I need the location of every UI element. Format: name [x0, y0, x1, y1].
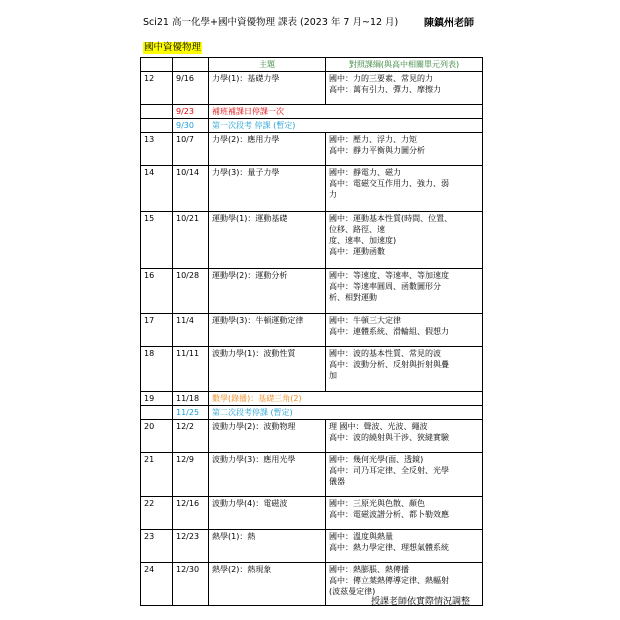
- syllabus-line: 高中：司乃耳定律、全反射、光學: [329, 466, 449, 475]
- lesson-number: 22: [141, 497, 173, 530]
- syllabus-line: 高中：傳立葉熱傳導定律、熱輻射: [329, 576, 449, 585]
- syllabus-cell: [326, 314, 483, 347]
- lesson-topic: 力學(3)：量子力學: [209, 166, 326, 212]
- syllabus-line: 高中：電磁交互作用力、強力、弱: [329, 179, 449, 188]
- lesson-number: 12: [141, 72, 173, 105]
- lesson-number: 13: [141, 133, 173, 166]
- table-row: [141, 269, 483, 314]
- syllabus-line: 高中：熱力學定律、理想氣體系統: [329, 543, 449, 552]
- syllabus-line: 國中：牛頓三大定律: [329, 316, 401, 325]
- syllabus-line: 高中：靜力平衡與力圖分析: [329, 146, 425, 155]
- lesson-date: 11/25: [173, 406, 209, 420]
- lesson-topic: 波動力學(4)：電磁波: [209, 497, 326, 530]
- header-date: [173, 58, 209, 72]
- syllabus-line: (波茲曼定律): [329, 587, 376, 596]
- syllabus-line: 國中：等速度、等速率、等加速度: [329, 271, 449, 280]
- table-row: [141, 530, 483, 563]
- syllabus-line: 國中：力的三要素、常見的力: [329, 74, 433, 83]
- syllabus-line: 儀器: [329, 477, 345, 486]
- syllabus-line: 高中：電磁波譜分析、都卜勒效應: [329, 510, 449, 519]
- lesson-number: 24: [141, 563, 173, 606]
- header-topic: 主題: [209, 58, 326, 72]
- lesson-topic: 運動學(2)：運動分析: [209, 269, 326, 314]
- lesson-topic: 力學(1)：基礎力學: [209, 72, 326, 105]
- syllabus-line: 國中：波的基本性質、常見的波: [329, 349, 441, 358]
- syllabus-line: 國中：運動基本性質(時間、位置、: [329, 214, 453, 223]
- lesson-date: 11/11: [173, 347, 209, 392]
- lesson-date: 9/30: [173, 119, 209, 133]
- syllabus-line: 位移、路徑、速: [329, 225, 385, 234]
- table-row: [141, 72, 483, 105]
- syllabus-cell: [326, 420, 483, 453]
- syllabus-cell: [326, 347, 483, 392]
- section-title: 國中資優物理: [144, 42, 202, 53]
- lesson-date: 12/16: [173, 497, 209, 530]
- lesson-topic: 波動力學(3)：應用光學: [209, 453, 326, 497]
- lesson-topic: 波動力學(1)：波動性質: [209, 347, 326, 392]
- lesson-date: 10/14: [173, 166, 209, 212]
- table-row-notice: [141, 105, 483, 119]
- syllabus-line: 高中：波的繞射與干涉、狹縫實驗: [329, 433, 449, 442]
- syllabus-line: 高中：運動函數: [329, 247, 385, 256]
- syllabus-line: 國中：靜電力、磁力: [329, 168, 401, 177]
- lesson-number: [141, 406, 173, 420]
- syllabus-cell: [326, 453, 483, 497]
- lesson-date: 11/4: [173, 314, 209, 347]
- lesson-date: 12/30: [173, 563, 209, 606]
- table-row: [141, 314, 483, 347]
- lesson-number: 23: [141, 530, 173, 563]
- syllabus-line: 國中：溫度與熱量: [329, 532, 393, 541]
- syllabus-cell: [326, 269, 483, 314]
- syllabus-cell: [326, 133, 483, 166]
- lesson-date: 10/21: [173, 212, 209, 269]
- table-row-notice: [141, 392, 483, 406]
- table-row-notice: [141, 119, 483, 133]
- syllabus-cell: [326, 497, 483, 530]
- syllabus-line: 理 國中：聲波、光波、繩波: [329, 422, 428, 431]
- syllabus-line: 高中：萬有引力、彈力、摩擦力: [329, 85, 441, 94]
- schedule-notice: 數學(錄播)：基礎三角(2): [209, 392, 483, 406]
- schedule-table: [140, 57, 483, 606]
- syllabus-line: 國中：壓力、浮力、力矩: [329, 135, 417, 144]
- syllabus-line: 加: [329, 371, 337, 380]
- table-row: [141, 420, 483, 453]
- lesson-topic: 波動力學(2)：波動物理: [209, 420, 326, 453]
- syllabus-line: 高中：等速率圓周、函數圖形分: [329, 282, 441, 291]
- header-num: [141, 58, 173, 72]
- syllabus-line: 國中：幾何光學(面、透鏡): [329, 455, 424, 464]
- syllabus-line: 國中：三原光與色散、顏色: [329, 499, 425, 508]
- lesson-topic: 熱學(1)：熱: [209, 530, 326, 563]
- lesson-topic: 運動學(1)：運動基礎: [209, 212, 326, 269]
- syllabus-cell: [326, 72, 483, 105]
- syllabus-line: 力: [329, 190, 337, 199]
- lesson-date: 11/18: [173, 392, 209, 406]
- lesson-topic: 力學(2)：應用力學: [209, 133, 326, 166]
- lesson-date: 12/2: [173, 420, 209, 453]
- table-row: [141, 453, 483, 497]
- lesson-date: 12/9: [173, 453, 209, 497]
- table-row: [141, 347, 483, 392]
- lesson-number: 16: [141, 269, 173, 314]
- lesson-number: 20: [141, 420, 173, 453]
- syllabus-line: 析、相對運動: [329, 293, 377, 302]
- syllabus-line: 國中：熱膨脹、熱傳播: [329, 565, 409, 574]
- table-row-notice: [141, 406, 483, 420]
- lesson-date: 9/23: [173, 105, 209, 119]
- lesson-topic: 熱學(2)：熱現象: [209, 563, 326, 606]
- footer-note: 授課老師依實際情況調整: [371, 597, 471, 607]
- lesson-number: [141, 105, 173, 119]
- schedule-notice: 補班補課日停課一次: [209, 105, 483, 119]
- syllabus-cell: [326, 530, 483, 563]
- schedule-body: [141, 72, 483, 606]
- lesson-number: 15: [141, 212, 173, 269]
- schedule-notice: 第二次段考停課 (暫定): [209, 406, 483, 420]
- lesson-number: 17: [141, 314, 173, 347]
- table-header-row: [141, 58, 483, 72]
- lesson-date: 9/16: [173, 72, 209, 105]
- table-row: [141, 133, 483, 166]
- syllabus-line: 度、速率、加速度): [329, 236, 397, 245]
- syllabus-line: 高中：波動分析、反射與折射與疊: [329, 360, 449, 369]
- lesson-date: 10/28: [173, 269, 209, 314]
- teacher-name: 陳鎮州老師: [424, 18, 474, 29]
- document-title: Sci21 高一化學+國中資優物理 課表 (2023 年 7 月~12 月): [143, 17, 399, 28]
- syllabus-line: 高中：連體系統、滑輪組、假想力: [329, 327, 449, 336]
- table-row: [141, 166, 483, 212]
- syllabus-cell: [326, 166, 483, 212]
- table-row: [141, 497, 483, 530]
- lesson-topic: 運動學(3)：牛頓運動定律: [209, 314, 326, 347]
- lesson-number: [141, 119, 173, 133]
- schedule-notice: 第一次段考 停課 (暫定): [209, 119, 483, 133]
- lesson-date: 10/7: [173, 133, 209, 166]
- lesson-number: 18: [141, 347, 173, 392]
- header-syllabus: 對照課綱(與高中相關單元列表): [326, 58, 483, 72]
- lesson-number: 19: [141, 392, 173, 406]
- table-row: [141, 212, 483, 269]
- lesson-date: 12/23: [173, 530, 209, 563]
- lesson-number: 14: [141, 166, 173, 212]
- syllabus-cell: [326, 212, 483, 269]
- lesson-number: 21: [141, 453, 173, 497]
